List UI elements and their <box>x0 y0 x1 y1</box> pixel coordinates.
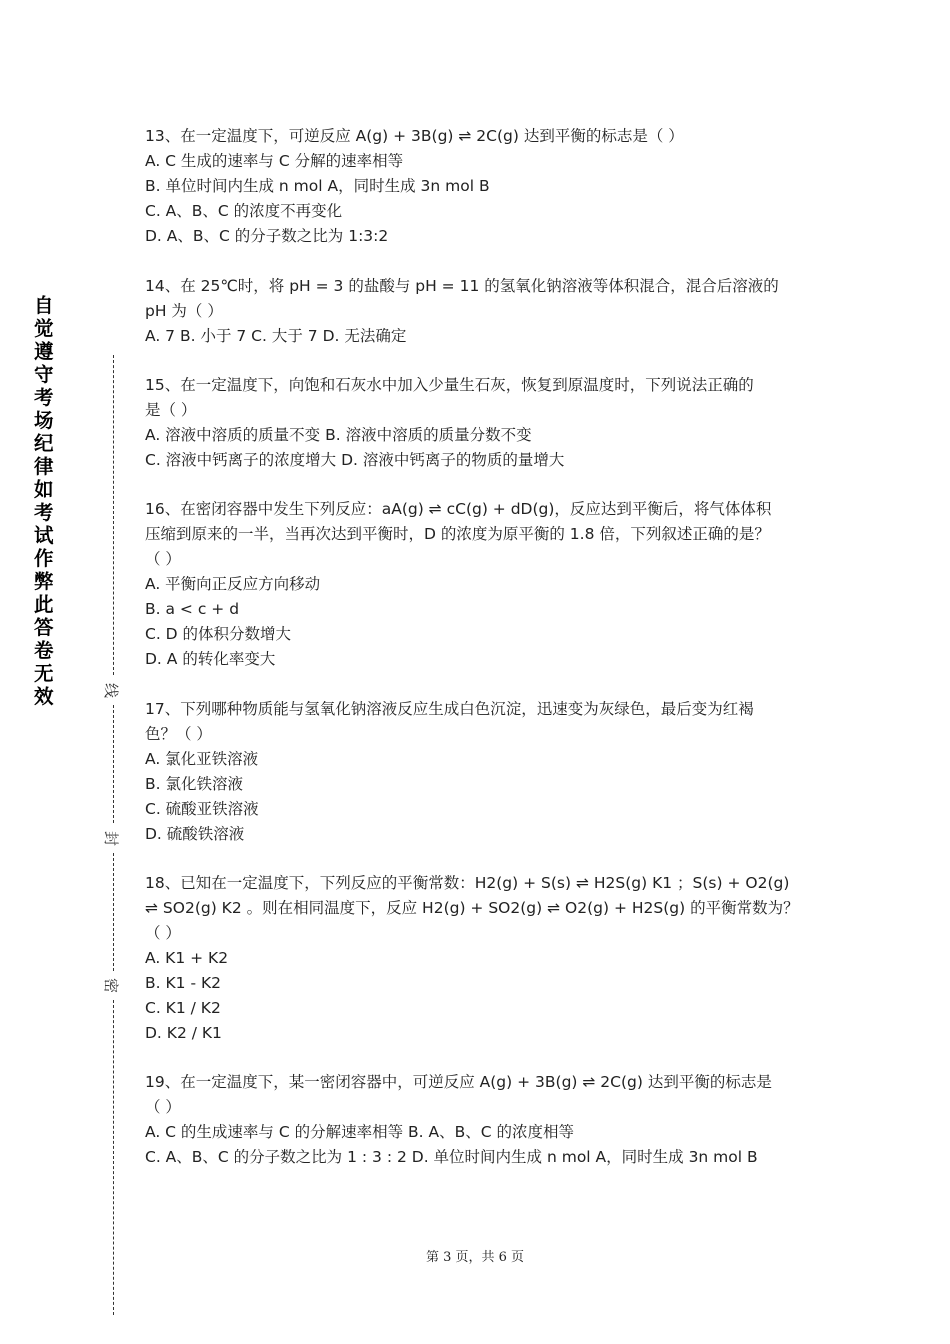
binding-line <box>113 705 114 823</box>
seal-label-seal: 封 <box>102 830 121 847</box>
question-line: A. 7 B. 小于 7 C. 大于 7 D. 无法确定 <box>145 327 407 345</box>
question-text: 18、已知在一定温度下，下列反应的平衡常数：H2(g) + S(s) ⇌ H2S(g) K1 ；S(s) + O2(g) <box>145 874 790 892</box>
binding-line <box>113 853 114 971</box>
question-line: （ ） <box>145 1098 181 1116</box>
question-17 <box>145 697 754 847</box>
question-16 <box>145 497 771 672</box>
question-line: C. D 的体积分数增大 <box>145 625 292 643</box>
question-line: 色？（ ） <box>145 725 212 743</box>
question-line: A. K1 + K2 <box>145 949 229 967</box>
question-line: A. C 生成的速率与 C 分解的速率相等 <box>145 152 404 170</box>
question-line: pH 为（ ） <box>145 302 223 320</box>
exam-warning-vertical: 自觉遵守考场纪律如考试作弊此答卷无效 <box>34 294 54 708</box>
binding-line <box>113 355 114 675</box>
question-line: D. 硫酸铁溶液 <box>145 825 245 843</box>
question-line: A. 溶液中溶质的质量不变 B. 溶液中溶质的质量分数不变 <box>145 426 532 444</box>
seal-label-secret: 密 <box>102 977 121 994</box>
question-19 <box>145 1070 772 1170</box>
question-text: 19、在一定温度下，某一密闭容器中，可逆反应 A(g) + 3B(g) ⇌ 2C(g) 达到平衡的标志是 <box>145 1073 772 1091</box>
question-line: ⇌ SO2(g) K2 。则在相同温度下，反应 H2(g) + SO2(g) ⇌ O2(g) + H2S(g) 的平衡常数为？ <box>145 899 799 917</box>
question-line: A. 平衡向正反应方向移动 <box>145 575 321 593</box>
question-line: C. 溶液中钙离子的浓度增大 D. 溶液中钙离子的物质的量增大 <box>145 451 565 469</box>
question-line: （ ） <box>145 550 181 568</box>
question-line: D. A、B、C 的分子数之比为 1:3:2 <box>145 227 389 245</box>
question-line: C. A、B、C 的浓度不再变化 <box>145 202 343 220</box>
question-text: 14、在 25℃时，将 pH = 3 的盐酸与 pH = 11 的氢氧化钠溶液等体积混合，混合后溶液的 <box>145 277 779 295</box>
question-line: 是（ ） <box>145 401 197 419</box>
question-line: C. A、B、C 的分子数之比为 1 : 3 : 2 D. 单位时间内生成 n mol A，同时生成 3n mol B <box>145 1148 758 1166</box>
question-line: D. A 的转化率变大 <box>145 650 276 668</box>
question-line: B. 氯化铁溶液 <box>145 775 243 793</box>
question-text: 13、在一定温度下，可逆反应 A(g) + 3B(g) ⇌ 2C(g) 达到平衡的标志是（ ） <box>145 127 684 145</box>
question-line: B. 单位时间内生成 n mol A，同时生成 3n mol B <box>145 177 490 195</box>
question-line: D. K2 / K1 <box>145 1024 222 1042</box>
question-text: 15、在一定温度下，向饱和石灰水中加入少量生石灰，恢复到原温度时，下列说法正确的 <box>145 376 754 394</box>
question-line: B. K1 - K2 <box>145 974 221 992</box>
question-line: （ ） <box>145 924 181 942</box>
question-text: 16、在密闭容器中发生下列反应：aA(g) ⇌ cC(g) + dD(g)，反应达到平衡后，将气体体积 <box>145 500 772 518</box>
question-line: C. 硫酸亚铁溶液 <box>145 800 259 818</box>
question-line: A. 氯化亚铁溶液 <box>145 750 259 768</box>
question-line: 压缩到原来的一半，当再次达到平衡时，D 的浓度为原平衡的 1.8 倍，下列叙述正确的是？ <box>145 525 770 543</box>
question-13 <box>145 124 684 249</box>
question-line: B. a < c + d <box>145 600 240 618</box>
question-line: A. C 的生成速率与 C 的分解速率相等 B. A、B、C 的浓度相等 <box>145 1123 575 1141</box>
question-14 <box>145 274 779 349</box>
binding-line <box>113 1000 114 1315</box>
page-footer: 第 3 页，共 6 页 <box>425 1250 525 1265</box>
question-text: 17、下列哪种物质能与氢氧化钠溶液反应生成白色沉淀，迅速变为灰绿色，最后变为红褐 <box>145 700 754 718</box>
question-line: C. K1 / K2 <box>145 999 221 1017</box>
question-15 <box>145 373 754 473</box>
question-18 <box>145 871 799 1046</box>
seal-label-line: 线 <box>102 682 121 699</box>
